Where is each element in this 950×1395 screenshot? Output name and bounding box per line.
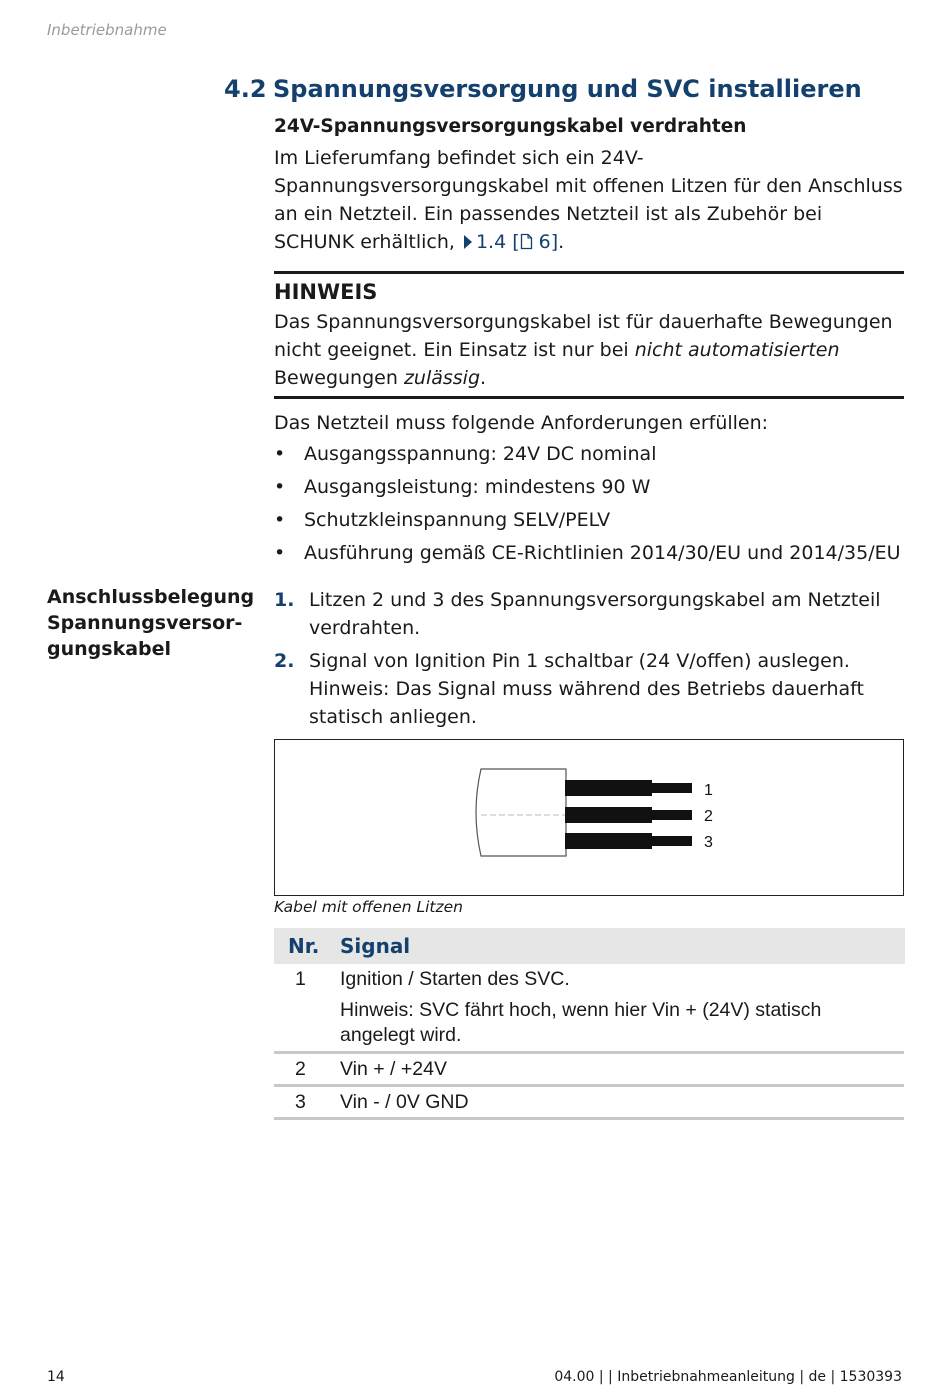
cable-diagram xyxy=(275,740,903,895)
table-row-rule xyxy=(274,1117,904,1120)
footer-doc-info: 04.00 | | Inbetriebnahmeanleitung | de | 1530393 xyxy=(554,1369,902,1385)
table-cell-nr: 3 xyxy=(295,1091,306,1113)
wire-label: 2 xyxy=(704,808,713,825)
crossref-text: 1.4 [ xyxy=(475,231,520,253)
notice-emphasis: zulässig xyxy=(403,367,481,389)
table-cell-nr: 2 xyxy=(295,1058,306,1080)
table-header xyxy=(274,928,905,964)
notice-text-part: Das Spannungsversorgungskabel ist für dauerhafte Bewegungen nicht geeignet. Ein Einsatz ist nur bei xyxy=(274,311,893,361)
page-icon xyxy=(520,233,533,250)
crossref-link[interactable] xyxy=(461,231,558,253)
intro-text: Im Lieferumfang befindet sich ein 24V-Spannungsversorgungskabel mit offenen Litzen für den Anschluss an ein Netzteil. Ein passendes Netzteil ist als Zubehör bei SCHUNK erhältlich, xyxy=(274,147,903,253)
step-text: Litzen 2 und 3 des Spannungsversorgungskabel am Netzteil verdrahten. xyxy=(309,589,881,639)
table-cell-signal: Vin - / 0V GND xyxy=(340,1091,469,1113)
table-cell-signal: Vin + / +24V xyxy=(340,1058,447,1080)
cable-figure xyxy=(274,739,904,896)
column-header-signal: Signal xyxy=(340,934,411,958)
triangle-right-icon xyxy=(463,235,472,249)
figure-caption: Kabel mit offenen Litzen xyxy=(274,898,463,916)
column-header-nr: Nr. xyxy=(288,934,320,958)
table-cell-note: Hinweis: SVC fährt hoch, wenn hier Vin + (24V) statisch angelegt wird. xyxy=(340,999,822,1046)
sidebar-label: Anschlussbelegung Spannungsversor-gungskabel xyxy=(47,586,255,660)
notice-emphasis: nicht automatisierten xyxy=(634,339,840,361)
table-cell-nr: 1 xyxy=(295,968,306,990)
section-heading xyxy=(224,75,862,103)
subheading: 24V-Spannungsversorgungskabel verdrahten xyxy=(274,116,747,137)
requirements-intro: Das Netzteil muss folgende Anforderungen erfüllen: xyxy=(274,412,769,434)
notice-text-part: Bewegungen xyxy=(274,367,404,389)
table-cell-signal: Ignition / Starten des SVC. xyxy=(340,968,570,990)
step-text: Signal von Ignition Pin 1 schaltbar (24 V/offen) auslegen. Hinweis: Das Signal muss während des Betriebs dauerhaft statisch anliegen. xyxy=(309,650,864,728)
running-header: Inbetriebnahme xyxy=(47,21,167,39)
step-number: 2. xyxy=(274,650,295,672)
notice-heading: HINWEIS xyxy=(274,280,378,304)
notice-bottom-rule xyxy=(274,396,904,399)
intro-paragraph xyxy=(274,144,904,256)
table-row-rule xyxy=(274,1084,904,1087)
wire-label: 3 xyxy=(704,834,713,851)
section-title: Spannungsversorgung und SVC installieren xyxy=(273,75,862,103)
crossref-page: 6] xyxy=(532,231,559,253)
notice-text-part: . xyxy=(480,367,487,389)
notice-top-rule xyxy=(274,271,904,274)
wire-label: 1 xyxy=(704,782,713,799)
table-row-rule xyxy=(274,1051,904,1054)
notice-text xyxy=(274,308,904,392)
section-number: 4.2 xyxy=(224,75,267,103)
step-number: 1. xyxy=(274,589,295,611)
intro-end: . xyxy=(558,231,565,253)
page-number: 14 xyxy=(47,1369,65,1385)
